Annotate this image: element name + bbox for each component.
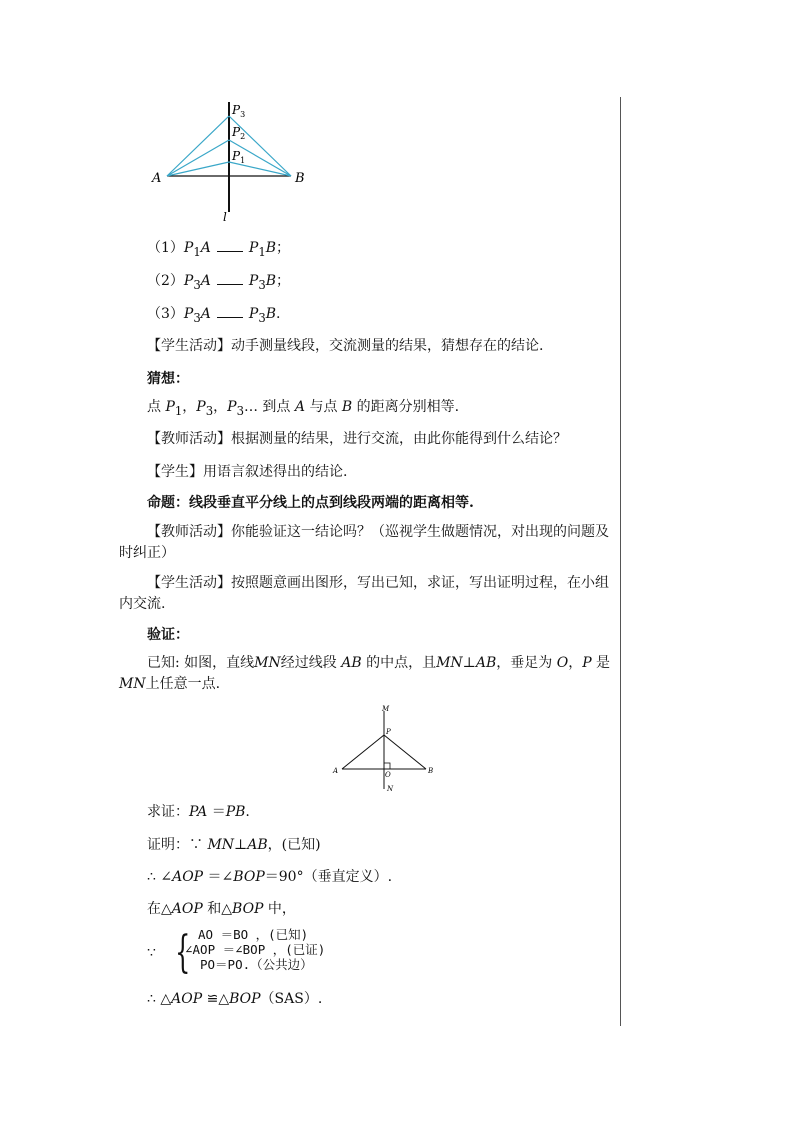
- answer-blank-3[interactable]: [217, 305, 243, 318]
- verify-heading: 验证：: [147, 627, 189, 643]
- teacher-activity-1: 【教师活动】根据测量的结果，进行交流，由此你能得到什么结论？: [147, 431, 567, 447]
- given-statement: 已知: 如图，直线MN经过线段 AB 的中点，且MN⊥AB，垂足为 O，P 是 MN上任意一点.: [119, 655, 611, 692]
- guess-heading: 猜想：: [147, 371, 189, 387]
- label-p2: $P_2$: [232, 125, 246, 141]
- right-angle-mark: [384, 763, 390, 769]
- proposition: 命题：线段垂直平分线上的点到线段两端的距离相等.: [147, 495, 474, 511]
- label-o: O: [385, 771, 391, 779]
- segment-p1a: [167, 162, 229, 176]
- system-line-3: PO＝PO.（公共边）: [200, 957, 313, 972]
- label-n: N: [387, 785, 394, 793]
- label-m: M: [382, 705, 390, 713]
- question-1: $(1)P_1A$ $P_1B$；: [147, 240, 291, 259]
- student-statement: 【学生】用语言叙述得出的结论.: [147, 464, 348, 480]
- prove-statement: 求证：PA ＝PB.: [147, 804, 250, 820]
- label-a2: A: [333, 767, 339, 775]
- segment-p1b: [229, 162, 291, 176]
- label-b2: B: [428, 767, 434, 775]
- perpendicular-bisector-figure: [145, 100, 315, 225]
- question-3: $(3)P_3A$ $P_3B$.: [147, 306, 281, 325]
- system-line-1: AO ＝BO ，(已知): [198, 927, 309, 942]
- proof-step-1: 证明：∵ MN⊥AB，(已知): [147, 837, 321, 853]
- system-line-2: ∠AOP ＝∠BOP ，(已证): [185, 942, 326, 957]
- triangle-apb-figure: [330, 703, 440, 795]
- page-margin-rule: [620, 97, 621, 1026]
- question-2: $(2)P_3A$ $P_3B$；: [147, 273, 291, 292]
- label-a: A: [152, 171, 162, 186]
- student-activity-2: 【学生活动】按照题意画出图形，写出已知，求证，写出证明过程，在小组内交流.: [119, 575, 609, 612]
- label-b: B: [295, 171, 305, 186]
- segment-pa: [342, 735, 384, 769]
- label-p: P: [386, 728, 391, 736]
- proof-step-3: 在△AOP 和△BOP 中，: [147, 901, 296, 917]
- student-activity-measure: 【学生活动】动手测量线段，交流测量的结果，猜想存在的结论.: [147, 338, 544, 354]
- because-symbol: ∵: [147, 945, 156, 961]
- proof-step-2: ∴ ∠AOP ＝∠BOP＝90°（垂直定义）.: [147, 869, 393, 885]
- system-brace: {: [175, 927, 191, 978]
- label-p1: $P_1$: [232, 149, 246, 165]
- teacher-activity-2: 【教师活动】你能验证这一结论吗？（巡视学生做题情况，对出现的问题及时纠正）: [119, 524, 609, 561]
- proof-conclusion: ∴ △AOP ≌△BOP（SAS）.: [147, 991, 323, 1007]
- answer-blank-1[interactable]: [217, 239, 243, 252]
- answer-blank-2[interactable]: [217, 272, 243, 285]
- guess-text: 点 $P_1$，$P_3$，$P_3\dots$ 到点 A 与点 B 的距离分别相等.: [147, 399, 460, 418]
- label-p3: $P_3$: [232, 103, 246, 119]
- label-l: l: [223, 210, 227, 224]
